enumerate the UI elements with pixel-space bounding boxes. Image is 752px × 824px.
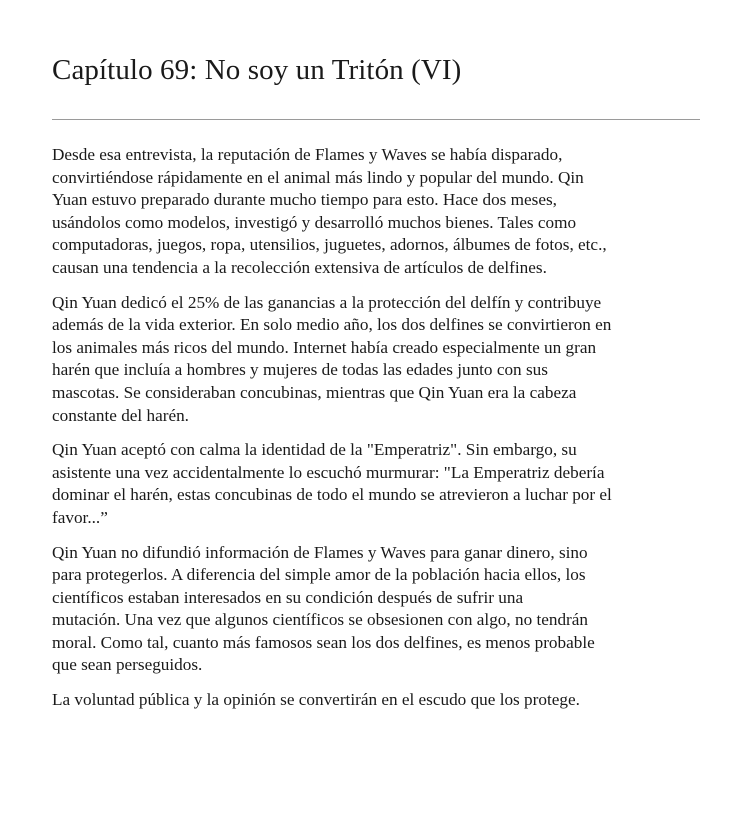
paragraph-3 (52, 439, 704, 529)
text-line: los animales más ricos del mundo. Internet había creado especialmente un gran (52, 337, 597, 357)
text-line: constante del harén. (52, 405, 189, 425)
paragraph-4 (52, 542, 704, 678)
text-line: científicos estaban interesados en su condición después de sufrir una (52, 587, 524, 607)
text-line: harén que incluía a hombres y mujeres de todas las edades junto con sus (52, 360, 548, 380)
text-line: que sean perseguidos. (52, 655, 203, 675)
text-line: además de la vida exterior. En solo medio año, los dos delfines se convirtieron en (52, 315, 612, 335)
text-line: mascotas. Se consideraban concubinas, mientras que Qin Yuan era la cabeza (52, 382, 577, 402)
text-line: para protegerlos. A diferencia del simple amor de la población hacia ellos, los (52, 565, 586, 585)
text-line: favor...” (52, 507, 108, 527)
paragraph-5 (52, 689, 704, 712)
text-line: asistente una vez accidentalmente lo escuchó murmurar: "La Emperatriz debería (52, 462, 605, 482)
paragraph-1 (52, 144, 704, 280)
text-line: moral. Como tal, cuanto más famosos sean los dos delfines, es menos probable (52, 632, 595, 652)
chapter-body (52, 144, 704, 724)
text-line: Yuan estuvo preparado durante mucho tiempo para esto. Hace dos meses, (52, 190, 557, 210)
text-line: convirtiéndose rápidamente en el animal más lindo y popular del mundo. Qin (52, 167, 584, 187)
text-line: La voluntad pública y la opinión se convertirán en el escudo que los protege. (52, 690, 580, 710)
text-line: Qin Yuan aceptó con calma la identidad de la "Emperatriz". Sin embargo, su (52, 440, 577, 460)
text-line: causan una tendencia a la recolección extensiva de artículos de delfines. (52, 257, 547, 277)
text-line: Qin Yuan dedicó el 25% de las ganancias a la protección del delfín y contribuye (52, 292, 602, 312)
paragraph-2 (52, 292, 704, 428)
text-line: computadoras, juegos, ropa, utensilios, juguetes, adornos, álbumes de fotos, etc., (52, 235, 607, 255)
text-line: Qin Yuan no difundió información de Flames y Waves para ganar dinero, sino (52, 542, 588, 562)
chapter-title: Capítulo 69: No soy un Tritón (VI) (52, 54, 462, 86)
text-line: dominar el harén, estas concubinas de todo el mundo se atrevieron a luchar por el (52, 485, 612, 505)
text-line: Desde esa entrevista, la reputación de Flames y Waves se había disparado, (52, 145, 563, 164)
text-line: mutación. Una vez que algunos científicos se obsesionen con algo, no tendrán (52, 610, 589, 630)
text-line: usándolos como modelos, investigó y desarrolló muchos bienes. Tales como (52, 212, 577, 232)
title-divider (52, 119, 700, 120)
